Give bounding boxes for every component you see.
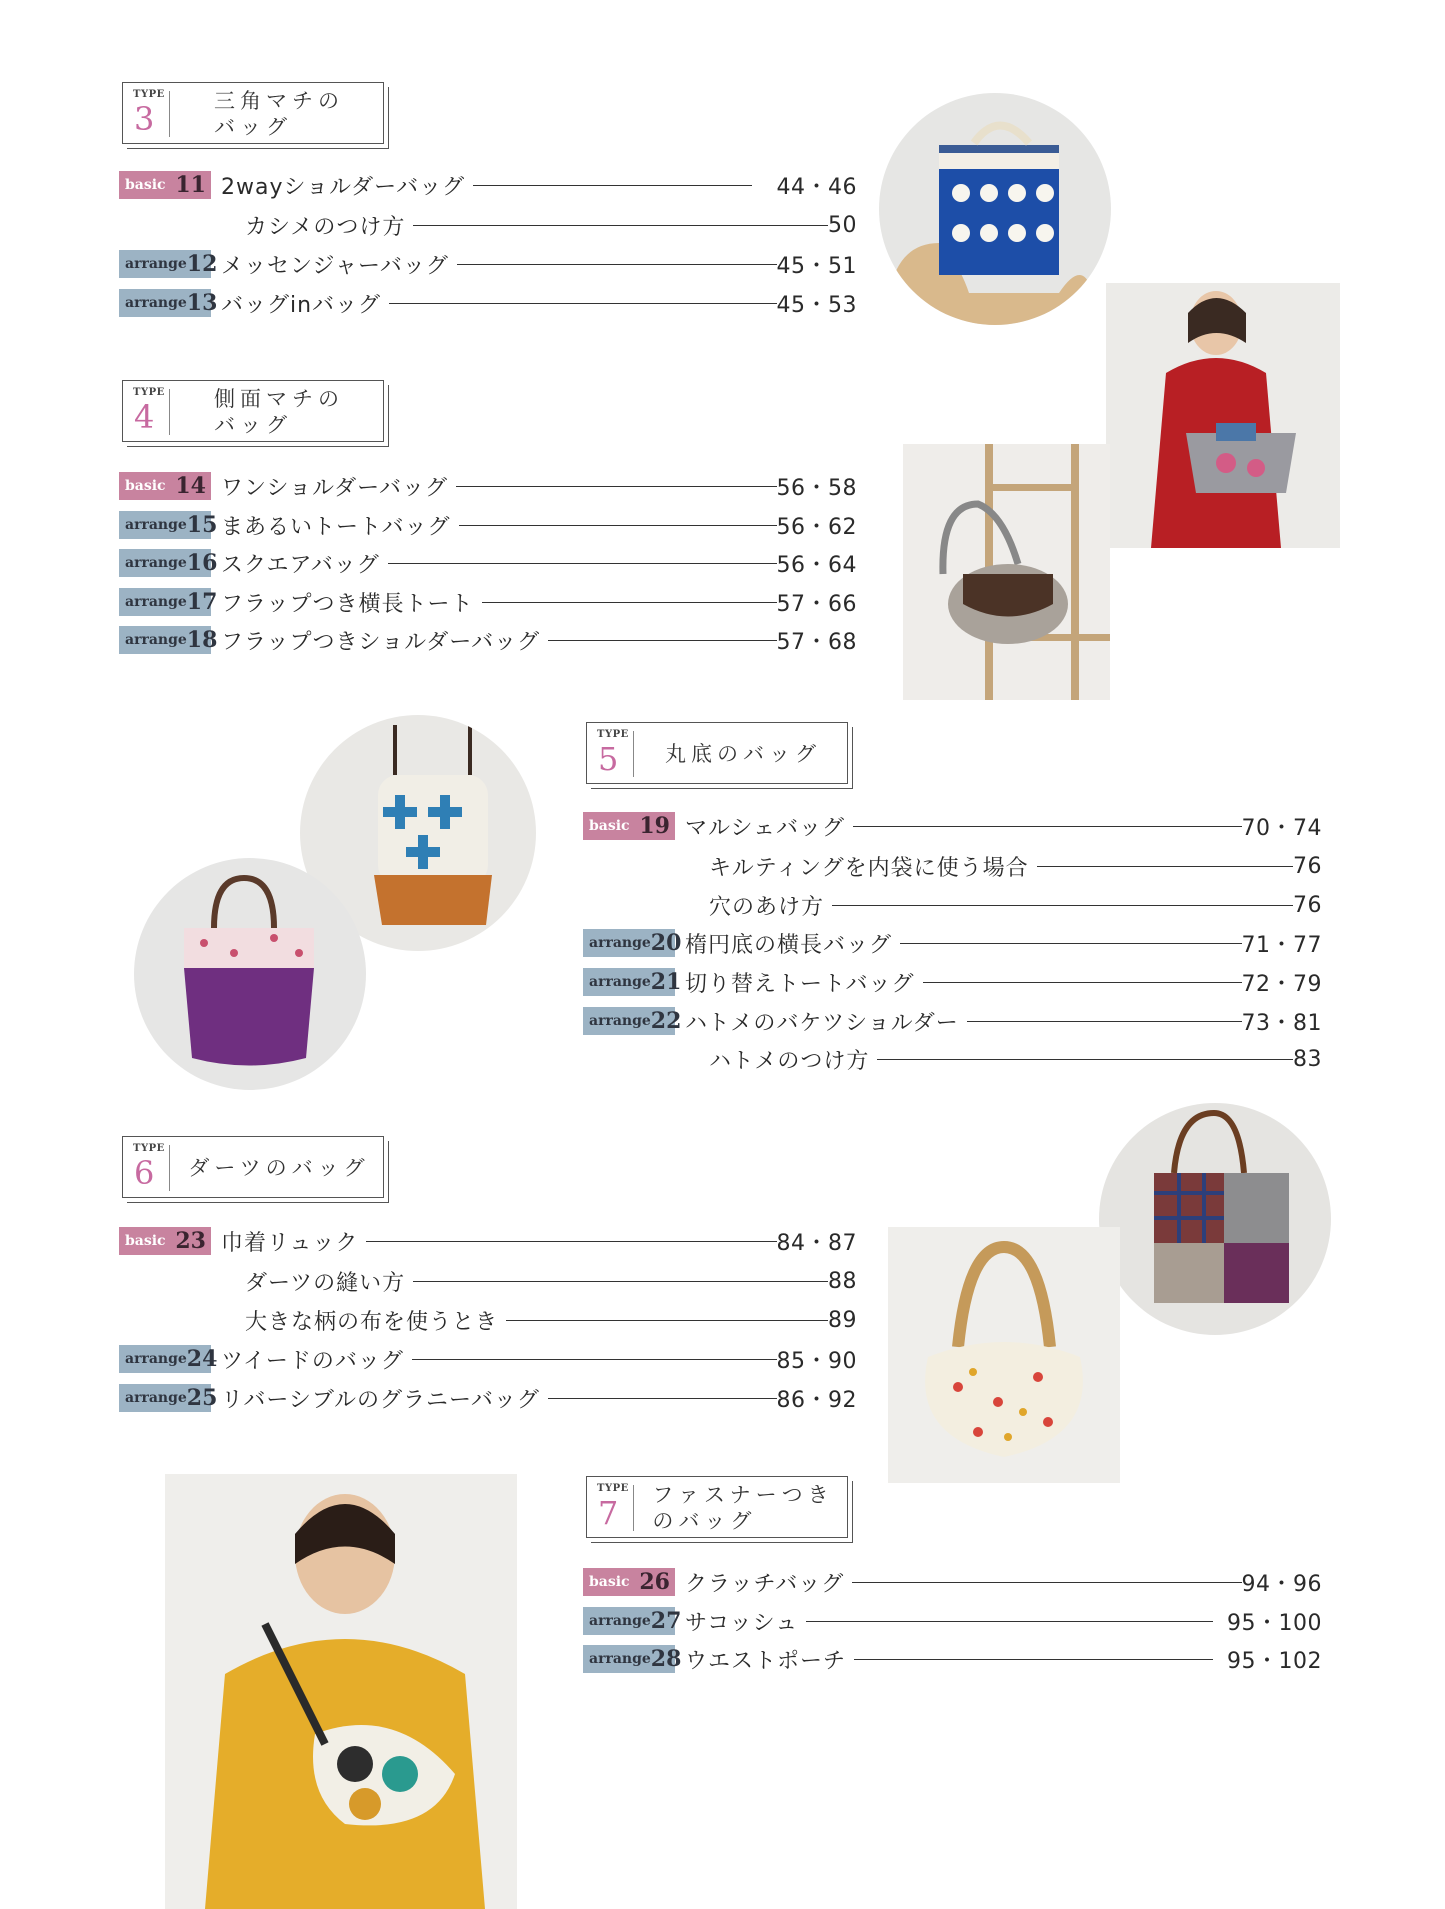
type-header xyxy=(122,380,384,442)
type-header xyxy=(122,1136,384,1198)
section-title: ダーツのバッグ xyxy=(188,1156,370,1180)
entry-title: ダーツの縫い方 xyxy=(245,1270,406,1296)
toc-entry[interactable] xyxy=(119,1345,857,1373)
entry-title: フラップつき横長トート xyxy=(221,591,474,617)
entry-pages: 95・100 xyxy=(1227,1610,1322,1636)
entry-pages: 84・87 xyxy=(776,1230,857,1256)
toc-entry[interactable] xyxy=(119,511,857,539)
entry-pages: 45・51 xyxy=(776,253,857,279)
type-number: 4 xyxy=(134,398,155,436)
toc-entry[interactable] xyxy=(583,929,1322,957)
arrange-badge: arrange 24 xyxy=(119,1345,211,1373)
section-title: 側面マチの バッグ xyxy=(214,387,344,437)
arrange-badge: arrange 17 xyxy=(119,588,211,616)
toc-entry[interactable] xyxy=(583,1007,1322,1035)
photo-blue-flower-tote xyxy=(879,93,1111,325)
arrange-badge: arrange 13 xyxy=(119,289,211,317)
entry-title: まあるいトートバッグ xyxy=(221,514,451,540)
toc-entry[interactable] xyxy=(583,812,1322,840)
entry-title: 2wayショルダーバッグ xyxy=(221,174,466,200)
toc-entry[interactable] xyxy=(119,171,857,199)
entry-pages: 70・74 xyxy=(1241,815,1322,841)
entry-title: スクエアバッグ xyxy=(221,552,380,578)
type-label: TYPE xyxy=(133,387,165,398)
entry-pages: 76 xyxy=(1293,853,1322,879)
type-number: 3 xyxy=(134,100,155,138)
toc-subentry[interactable] xyxy=(245,1306,857,1334)
entry-title: 穴のあけ方 xyxy=(709,894,825,920)
toc-entry[interactable] xyxy=(119,588,857,616)
toc-subentry[interactable] xyxy=(709,1045,1322,1073)
toc-entry[interactable] xyxy=(119,549,857,577)
type-header xyxy=(122,82,384,144)
entry-title: ハトメのつけ方 xyxy=(709,1048,870,1074)
entry-pages: 88 xyxy=(828,1268,857,1294)
entry-pages: 85・90 xyxy=(776,1348,857,1374)
arrange-badge: arrange 20 xyxy=(583,929,675,957)
entry-pages: 72・79 xyxy=(1241,971,1322,997)
entry-title: ツイードのバッグ xyxy=(221,1348,404,1374)
type-number: 5 xyxy=(598,740,619,778)
type-number: 7 xyxy=(598,1494,619,1532)
toc-entry[interactable] xyxy=(119,1227,857,1255)
toc-subentry[interactable] xyxy=(245,1267,857,1295)
entry-pages: 56・58 xyxy=(776,475,857,501)
entry-title: 大きな柄の布を使うとき xyxy=(245,1309,499,1335)
entry-title: フラップつきショルダーバッグ xyxy=(221,629,541,655)
section-title: ファスナーつき のバッグ xyxy=(652,1483,834,1533)
entry-title: バッグinバッグ xyxy=(221,292,382,318)
entry-title: サコッシュ xyxy=(685,1610,799,1636)
toc-entry[interactable] xyxy=(119,289,857,317)
arrange-badge: arrange 21 xyxy=(583,968,675,996)
photo-granny-floral-bag xyxy=(888,1227,1120,1483)
toc-entry[interactable] xyxy=(119,472,857,500)
entry-pages: 57・68 xyxy=(776,629,857,655)
photo-felt-shoulder-bag xyxy=(903,444,1110,700)
entry-title: ワンショルダーバッグ xyxy=(221,475,449,501)
arrange-badge: arrange 25 xyxy=(119,1384,211,1412)
entry-title: マルシェバッグ xyxy=(685,815,846,841)
entry-pages: 45・53 xyxy=(776,292,857,318)
entry-title: 巾着リュック xyxy=(221,1230,359,1256)
basic-badge: basic 11 xyxy=(119,171,211,199)
arrange-badge: arrange 15 xyxy=(119,511,211,539)
entry-pages: 71・77 xyxy=(1241,932,1322,958)
entry-pages: 57・66 xyxy=(776,591,857,617)
entry-title: 切り替えトートバッグ xyxy=(685,971,915,997)
entry-pages: 83 xyxy=(1293,1046,1322,1072)
toc-entry[interactable] xyxy=(583,1607,1322,1635)
arrange-badge: arrange 22 xyxy=(583,1007,675,1035)
section-title: 丸底のバッグ xyxy=(665,742,821,766)
type-number: 6 xyxy=(134,1154,155,1192)
photo-woman-yellow-waist-pouch xyxy=(165,1474,517,1909)
arrange-badge: arrange 16 xyxy=(119,549,211,577)
photo-patchwork-tote xyxy=(1099,1103,1331,1335)
toc-entry[interactable] xyxy=(583,968,1322,996)
entry-title: リバーシブルのグラニーバッグ xyxy=(221,1387,540,1413)
entry-pages: 56・62 xyxy=(776,514,857,540)
entry-title: 楕円底の横長バッグ xyxy=(685,932,893,958)
entry-pages: 86・92 xyxy=(776,1387,857,1413)
section-title: 三角マチの バッグ xyxy=(214,89,344,139)
type-label: TYPE xyxy=(133,1143,165,1154)
type-header xyxy=(586,722,848,784)
toc-subentry[interactable] xyxy=(709,852,1322,880)
toc-subentry[interactable] xyxy=(709,891,1322,919)
entry-pages: 89 xyxy=(828,1307,857,1333)
entry-pages: 56・64 xyxy=(776,552,857,578)
photo-purple-floral-bag xyxy=(134,858,366,1090)
entry-title: キルティングを内袋に使う場合 xyxy=(709,855,1029,881)
entry-pages: 73・81 xyxy=(1241,1010,1322,1036)
type-label: TYPE xyxy=(133,89,165,100)
arrange-badge: arrange 12 xyxy=(119,250,211,278)
toc-entry[interactable] xyxy=(583,1645,1322,1673)
type-label: TYPE xyxy=(597,1483,629,1494)
entry-title: カシメのつけ方 xyxy=(245,214,406,240)
type-header xyxy=(586,1476,848,1538)
basic-badge: basic 14 xyxy=(119,472,211,500)
entry-pages: 94・96 xyxy=(1241,1571,1322,1597)
entry-pages: 95・102 xyxy=(1227,1648,1322,1674)
entry-title: ウエストポーチ xyxy=(685,1648,847,1674)
toc-entry[interactable] xyxy=(119,250,857,278)
arrange-badge: arrange 18 xyxy=(119,626,211,654)
toc-entry[interactable] xyxy=(583,1568,1322,1596)
type-label: TYPE xyxy=(597,729,629,740)
basic-badge: basic 19 xyxy=(583,812,675,840)
photo-woman-red-dress xyxy=(1106,283,1340,548)
entry-title: クラッチバッグ xyxy=(685,1571,845,1597)
basic-badge: basic 26 xyxy=(583,1568,675,1596)
toc-subentry[interactable] xyxy=(245,211,857,239)
entry-title: メッセンジャーバッグ xyxy=(221,253,449,279)
entry-pages: 50 xyxy=(828,212,857,238)
arrange-badge: arrange 27 xyxy=(583,1607,675,1635)
arrange-badge: arrange 28 xyxy=(583,1645,675,1673)
toc-entry[interactable] xyxy=(119,1384,857,1412)
entry-title: ハトメのバケツショルダー xyxy=(685,1010,959,1036)
toc-entry[interactable] xyxy=(119,626,857,654)
basic-badge: basic 23 xyxy=(119,1227,211,1255)
entry-pages: 44・46 xyxy=(776,174,857,200)
entry-pages: 76 xyxy=(1293,892,1322,918)
